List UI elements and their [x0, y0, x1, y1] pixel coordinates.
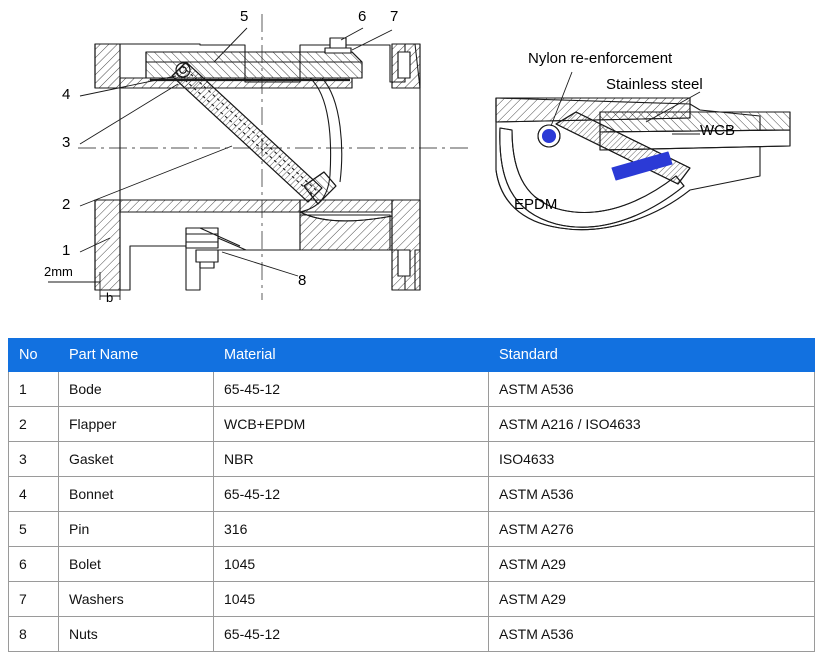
cell-part-name: Flapper	[59, 407, 214, 442]
annotation-wcb: WCB	[700, 122, 735, 139]
cell-part-name: Gasket	[59, 442, 214, 477]
column-header-standard: Standard	[489, 339, 815, 372]
cell-material: 316	[214, 512, 489, 547]
cell-no: 1	[9, 372, 59, 407]
valve-cross-section-svg	[0, 0, 822, 330]
cell-part-name: Washers	[59, 582, 214, 617]
callout-4: 4	[62, 86, 71, 103]
cell-standard: ASTM A29	[489, 547, 815, 582]
dimension-2mm: 2mm	[44, 264, 73, 279]
callout-3: 3	[62, 134, 71, 151]
cell-material: 65-45-12	[214, 617, 489, 652]
table-row	[9, 512, 815, 547]
table-row	[9, 617, 815, 652]
callout-8: 8	[298, 272, 307, 289]
cell-part-name: Bode	[59, 372, 214, 407]
annotation-nylon-re-enforcement: Nylon re-enforcement	[528, 50, 673, 67]
cell-part-name: Nuts	[59, 617, 214, 652]
cell-material: 65-45-12	[214, 477, 489, 512]
table-row	[9, 442, 815, 477]
dimension-letter-b: b	[106, 290, 114, 305]
cell-standard: ASTM A216 / ISO4633	[489, 407, 815, 442]
callout-7: 7	[390, 8, 399, 25]
table-row	[9, 547, 815, 582]
cell-material: 1045	[214, 582, 489, 617]
cell-no: 3	[9, 442, 59, 477]
cell-standard: ISO4633	[489, 442, 815, 477]
table-row	[9, 407, 815, 442]
cell-standard: ASTM A536	[489, 372, 815, 407]
cell-part-name: Bonnet	[59, 477, 214, 512]
cell-standard: ASTM A276	[489, 512, 815, 547]
cell-no: 4	[9, 477, 59, 512]
cell-no: 7	[9, 582, 59, 617]
cell-standard: ASTM A536	[489, 477, 815, 512]
technical-drawing	[0, 0, 822, 330]
column-header-part-name: Part Name	[59, 339, 214, 372]
cell-material: 65-45-12	[214, 372, 489, 407]
column-header-no: No	[9, 339, 59, 372]
table-row	[9, 582, 815, 617]
cell-material: WCB+EPDM	[214, 407, 489, 442]
annotation-epdm: EPDM	[514, 196, 558, 213]
annotation-stainless-steel: Stainless steel	[606, 76, 703, 93]
cell-material: NBR	[214, 442, 489, 477]
cell-material: 1045	[214, 547, 489, 582]
table-row	[9, 477, 815, 512]
cell-no: 6	[9, 547, 59, 582]
cell-no: 5	[9, 512, 59, 547]
cell-standard: ASTM A29	[489, 582, 815, 617]
callout-2: 2	[62, 196, 71, 213]
cell-part-name: Bolet	[59, 547, 214, 582]
column-header-material: Material	[214, 339, 489, 372]
table-header-row	[9, 339, 815, 372]
callout-1: 1	[62, 242, 71, 259]
cell-part-name: Pin	[59, 512, 214, 547]
parts-table	[8, 338, 815, 652]
callout-5: 5	[240, 8, 249, 25]
cell-standard: ASTM A536	[489, 617, 815, 652]
callout-6: 6	[358, 8, 367, 25]
table-row	[9, 372, 815, 407]
cell-no: 8	[9, 617, 59, 652]
cell-no: 2	[9, 407, 59, 442]
